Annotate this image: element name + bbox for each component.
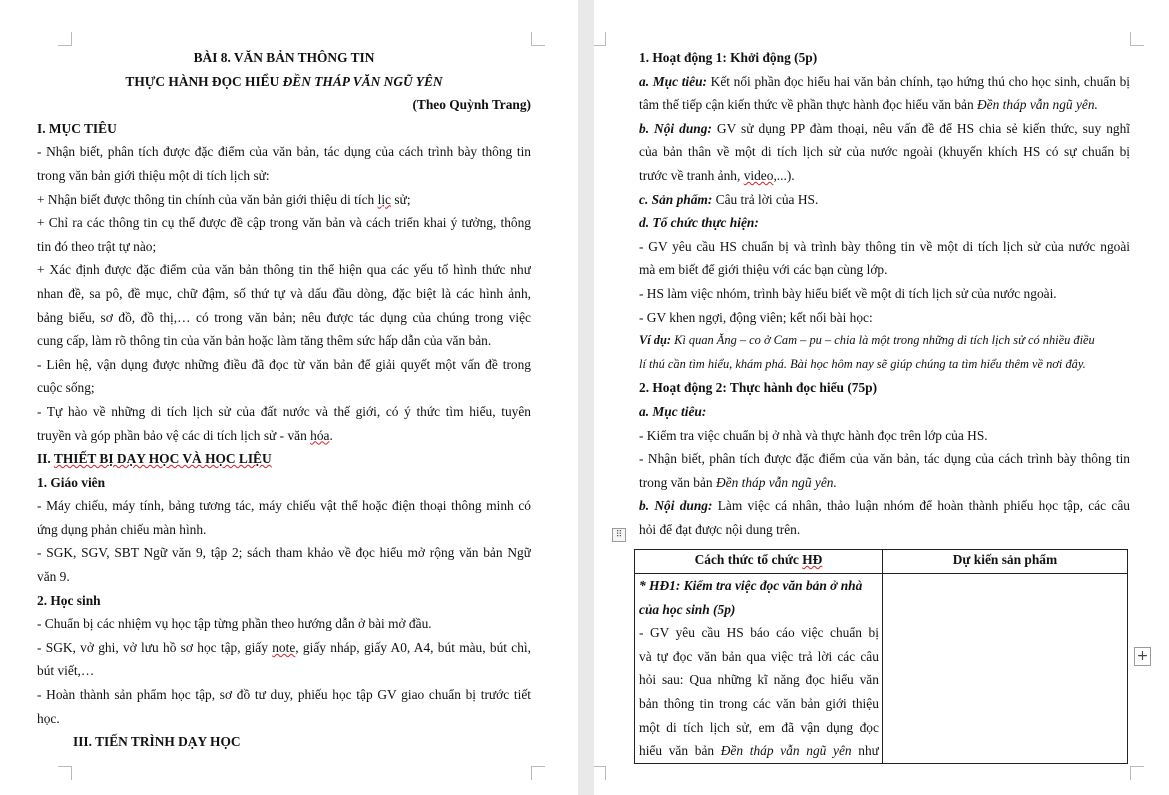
paragraph-line: + Xác định được đặc điểm của văn bản thông tin thể hiện qua các yếu tố hình thức như [37,262,531,278]
text-run: - SGK, vở ghi, vở lưu hồ sơ học tập, giấy [37,639,273,655]
paragraph-line: của bản thân về một di tích lịch sử của nước ngoài (khuyến khích HS có sự chuẩn bị [639,144,1130,160]
cell-line: một di tích lịch sử, em đã vận dụng đọc [639,719,879,735]
document-body-right[interactable] [639,46,1130,541]
paragraph-line [639,188,1130,212]
table-cell-organization[interactable] [635,574,883,764]
paragraph-line: tin đó theo trật tự nào; [37,238,157,254]
paragraph-line: - Chuẩn bị các nhiệm vụ học tập từng phần theo hướng dẫn ở bài mở đầu. [37,616,432,632]
paragraph-line [639,164,1130,188]
paragraph-line [639,117,1130,141]
paragraph-line: - Kiểm tra việc chuẩn bị ở nhà và thực hành đọc trên lớp của HS. [639,427,988,443]
paragraph-line: hỏi để đạt được nội dung trên. [639,521,801,537]
crop-mark [58,32,72,46]
paragraph-line [639,70,1130,94]
paragraph-line [37,188,531,212]
activity-1-heading: 1. Hoạt động 1: Khởi động (5p) [639,50,818,65]
text-run: tâm thế tiếp cận kiến thức về phần thực hành đọc hiểu văn bản [639,97,978,113]
crop-mark [1130,766,1144,780]
text-run: như [851,743,879,759]
text-run: Làm việc cá nhân, thảo luận nhóm để hoàn thành phiếu học tập, các câu [712,498,1130,514]
text-run: truyền và góp phần bảo vệ các di tích lịch sử - văn [37,427,311,443]
table-header-cell[interactable]: Dự kiến sản phẩm [882,550,1127,574]
text-run: . [329,427,333,443]
lesson-title: BÀI 8. VĂN BẢN THÔNG TIN [193,50,375,65]
work-name: Đền tháp vẫn ngũ yên. [715,474,837,490]
text-run: hiểu văn bản [639,743,721,759]
text-run: Câu trả lời của HS. [712,191,819,207]
spelling-flag[interactable]: video [743,167,774,183]
section-heading-thiet-bi [37,447,531,471]
subheading-hoc-sinh: 2. Học sinh [37,592,101,608]
text-run: trước về tranh ảnh, [639,167,744,183]
paragraph-line: cung cấp, làm rõ thông tin của văn bản hoặc làm tăng thêm sức hấp dẫn của văn bản. [37,333,492,349]
paragraph-line: ứng dụng phản chiếu màn hình. [37,521,207,537]
document-page-left [0,0,578,795]
crop-mark [594,32,606,46]
cell-line: của học sinh (5p) [639,601,736,617]
paragraph-line [639,329,1130,353]
paragraph-line [37,424,531,448]
text-run: ,...). [773,167,795,183]
label-muc-tieu: a. Mục tiêu: [639,73,707,89]
page-gap [578,0,594,795]
crop-mark [58,766,72,780]
add-row-button[interactable]: + [1134,647,1151,666]
paragraph-line: - Tự hào về những di tích lịch sử của đất nước và thế giới, có ý thức tìm hiểu, tuyên [37,403,531,419]
table-header-row [635,550,1128,574]
cell-line [639,739,879,763]
paragraph-line: nhan đề, sa pô, đề mục, chữ đậm, số thứ tự và dấu đầu dòng, đặc biệt là các hình ảnh, [37,285,531,301]
text-run: trong văn bản [639,474,716,490]
paragraph-line: học. [37,710,60,726]
label-san-pham: c. Sản phẩm: [639,191,713,207]
paragraph-line: - HS làm việc nhóm, trình bày hiểu biết về một di tích lịch sử của nước ngoài. [639,285,1057,301]
subtitle-work-name: ĐỀN THÁP VĂN NGŨ YÊN [282,73,443,89]
crop-mark [531,766,545,780]
paragraph-line: bảng biểu, sơ đồ, đồ thị,… có trong văn bản; nêu được tác dụng của chúng trong việc [37,309,531,325]
paragraph-line: bút viết,… [37,663,95,679]
lesson-subtitle [37,70,531,94]
header-text: Cách thức tổ chức [694,552,803,567]
paragraph-line: + Chỉ ra các thông tin cụ thể được đề cập trong văn bản và cách triển khai ý tưởng, thông [37,215,531,231]
label-muc-tieu: a. Mục tiêu: [639,403,707,419]
paragraph-line: văn 9. [37,569,70,585]
crop-mark [1130,32,1144,46]
paragraph-line: - Máy chiếu, máy tính, bảng tương tác, máy chiếu vật thể hoặc điện thoại thông minh có [37,498,531,514]
work-name: Đền tháp vẫn ngũ yên [720,743,852,759]
text-run: Kết nối phần đọc hiểu hai văn bản chính, tạo hứng thú cho học sinh, chuẩn bị [706,73,1130,89]
paragraph-line: - SGK, SGV, SBT Ngữ văn 9, tập 2; sách tham khảo về đọc hiểu mở rộng văn bản Ngữ [37,545,531,561]
text-run: Kì quan Ăng – co ở Cam – pu – chia là một trong những di tích lịch sử có nhiều điều [671,333,1095,348]
document-body-left[interactable] [37,46,531,754]
cell-line: hỏi sau: Qua những kĩ năng đọc hiểu văn [639,672,879,688]
label-noi-dung: b. Nội dung: [639,120,712,136]
table-cell-expected-product[interactable] [882,574,1127,764]
label-to-chuc: d. Tổ chức thực hiện: [639,215,759,231]
paragraph-line: trong văn bản giới thiệu một di tích lịch sử: [37,167,270,183]
section-heading-tien-trinh: III. TIẾN TRÌNH DẠY HỌC [73,734,241,750]
text-run: GV sử dụng PP đàm thoại, nêu vấn đề để HS chia sẻ kiến thức, suy nghĩ [711,120,1130,136]
paragraph-line: mà em biết để giới thiệu với các bạn cùng lớp. [639,262,888,278]
paragraph-line: - Nhận biết, phân tích được đặc điểm của văn bản, tác dụng của cách trình bày thông tin [639,451,1130,467]
activity-2-heading: 2. Hoạt động 2: Thực hành đọc hiểu (75p) [639,380,878,396]
heading-number: II. [37,451,54,467]
cell-line: và tự đọc văn bản qua việc trả lời các câu [639,648,879,664]
paragraph-line: - GV yêu cầu HS chuẩn bị và trình bày thông tin về một di tích lịch sử của nước ngoài [639,238,1130,254]
paragraph-line [639,494,1130,518]
work-name: Đền tháp vẫn ngũ yên. [977,97,1098,113]
paragraph-line: - Hoàn thành sản phẩm học tập, sơ đồ tư duy, phiếu học tập GV giao chuẩn bị trước tiết [37,687,531,703]
paragraph-line [37,636,531,660]
paragraph-line: - Liên hệ, vận dụng được những điều đã đọc từ văn bản để giải quyết một vấn đề trong [37,356,531,372]
cell-line: - GV yêu cầu HS báo cáo việc chuẩn bị [639,625,879,641]
table-header-cell[interactable] [635,550,883,574]
spelling-flag[interactable]: note [272,639,296,655]
paragraph-line [639,471,1130,495]
label-noi-dung: b. Nội dung: [639,498,713,514]
paragraph-line [639,93,1130,117]
subtitle-text: THỰC HÀNH ĐỌC HIỂU [125,73,283,89]
label-vi-du: Ví dụ: [639,333,672,348]
spelling-flag[interactable]: lịc [377,191,391,207]
activity-table[interactable] [634,549,1128,764]
crop-mark [594,766,606,780]
paragraph-line: - GV khen ngợi, động viên; kết nối bài học: [639,309,873,325]
text-run: sử; [391,191,411,207]
crop-mark [531,32,545,46]
table-move-handle-icon[interactable]: ⠿ [612,528,626,542]
cell-line: * HĐ1: Kiểm tra việc đọc văn bản ở nhà [639,578,863,593]
text-run: + Nhận biết được thông tin chính của văn bản giới thiệu di tích [37,191,378,207]
subheading-giao-vien: 1. Giáo viên [37,474,106,490]
table-row [635,574,1128,764]
document-page-right [594,0,1169,795]
section-heading-muc-tieu: I. MỤC TIÊU [37,120,117,136]
heading-text: THIẾT BỊ DẠY HỌC VÀ HỌC LIỆU [53,451,272,467]
paragraph-line: - Nhận biết, phân tích được đặc điểm của văn bản, tác dụng của cách trình bày thông tin [37,144,531,160]
paragraph-line: lí thú cần tìm hiểu, khám phá. Bài học hôm nay sẽ giúp chúng ta tìm hiểu thêm về nơi đây. [639,356,1086,371]
text-run: , giấy nháp, giấy A0, A4, bút màu, bút chì, [295,639,531,655]
cell-line: bản thông tin trong các văn bản giới thiệu [639,695,879,711]
paragraph-line: cuộc sống; [37,380,95,396]
spelling-flag[interactable]: hóa [310,427,330,443]
spelling-flag[interactable]: HĐ [802,552,823,567]
author-line: (Theo Quỳnh Trang) [412,97,531,113]
